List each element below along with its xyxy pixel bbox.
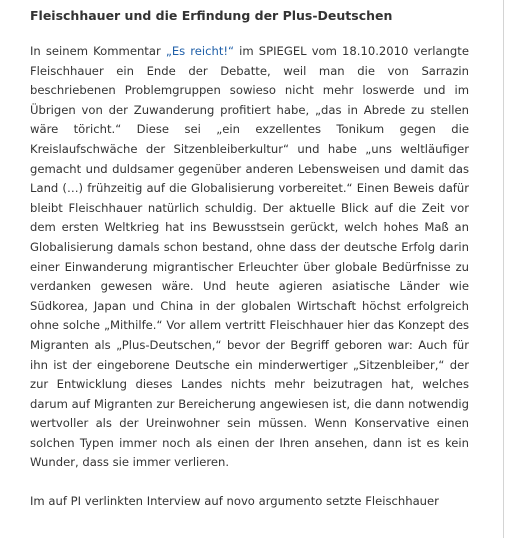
es-reicht-link[interactable]: „Es reicht!“: [165, 44, 235, 58]
article-content: [30, 0, 469, 512]
paragraph-1-body: im SPIEGEL vom 18.10.2010 verlangte Fleischhauer ein Ende der Debatte, weil man die von Sarrazin beschriebenen Problemgruppen sowieso nicht mehr loswerde und im Übrigen von der Zuwanderung profitiert habe, „das in Abrede zu stellen wäre töricht.“ Diese sei „ein exzellentes Tonikum gegen die Kreislaufschwäche der Sitzenbleiberkultur“ und habe „uns weltläufiger gemacht und duldsamer gegenüber anderen Lebensweisen und damit das Land (…) frühzeitig auf die Globalisierung vorbereitet.“ Einen Beweis dafür bleibt Fleischhauer natürlich schuldig. Der aktuelle Blick auf die Zeit vor dem ersten Weltkrieg hat ins Bewusstsein gerückt, welch hohes Maß an Globalisierung damals schon bestand, ohne dass der deutsche Erfolg darin einer Einwanderung migrantischer Erleuchter über globale Bedürfnisse zu verdanken gewesen wäre. Und heute agieren asiatische Länder wie Südkorea, Japan und China in der globalen Wirtschaft höchst erfolgreich ohne solche „Mithilfe.“ Vor allem vertritt Fleischhauer hier das Konzept des Migranten als „Plus-Deutschen,“ bevor der Begriff geboren war: Auch für ihn ist der eingeborene Deutsche ein minderwertiger „Sitzenbleiber,“ der zur Entwicklung dieses Landes nichts mehr beizutragen hat, welches darum auf Migranten zur Bereicherung angewiesen ist, die dann notwendig wertvoller als der Ureinwohner sein müssen. Wenn Konservative einen solchen Typen immer noch als einen der Ihren ansehen, dann ist es kein Wunder, dass sie immer verlieren.: [30, 44, 469, 470]
article-heading: Fleischhauer und die Erfindung der Plus-Deutschen: [30, 8, 393, 23]
paragraph-1-intro: In seinem Kommentar: [30, 44, 166, 58]
article-paragraph-2: Im auf PI verlinkten Interview auf novo argumento setzte Fleischhauer: [30, 494, 439, 509]
article-paragraph-1: [30, 42, 469, 473]
